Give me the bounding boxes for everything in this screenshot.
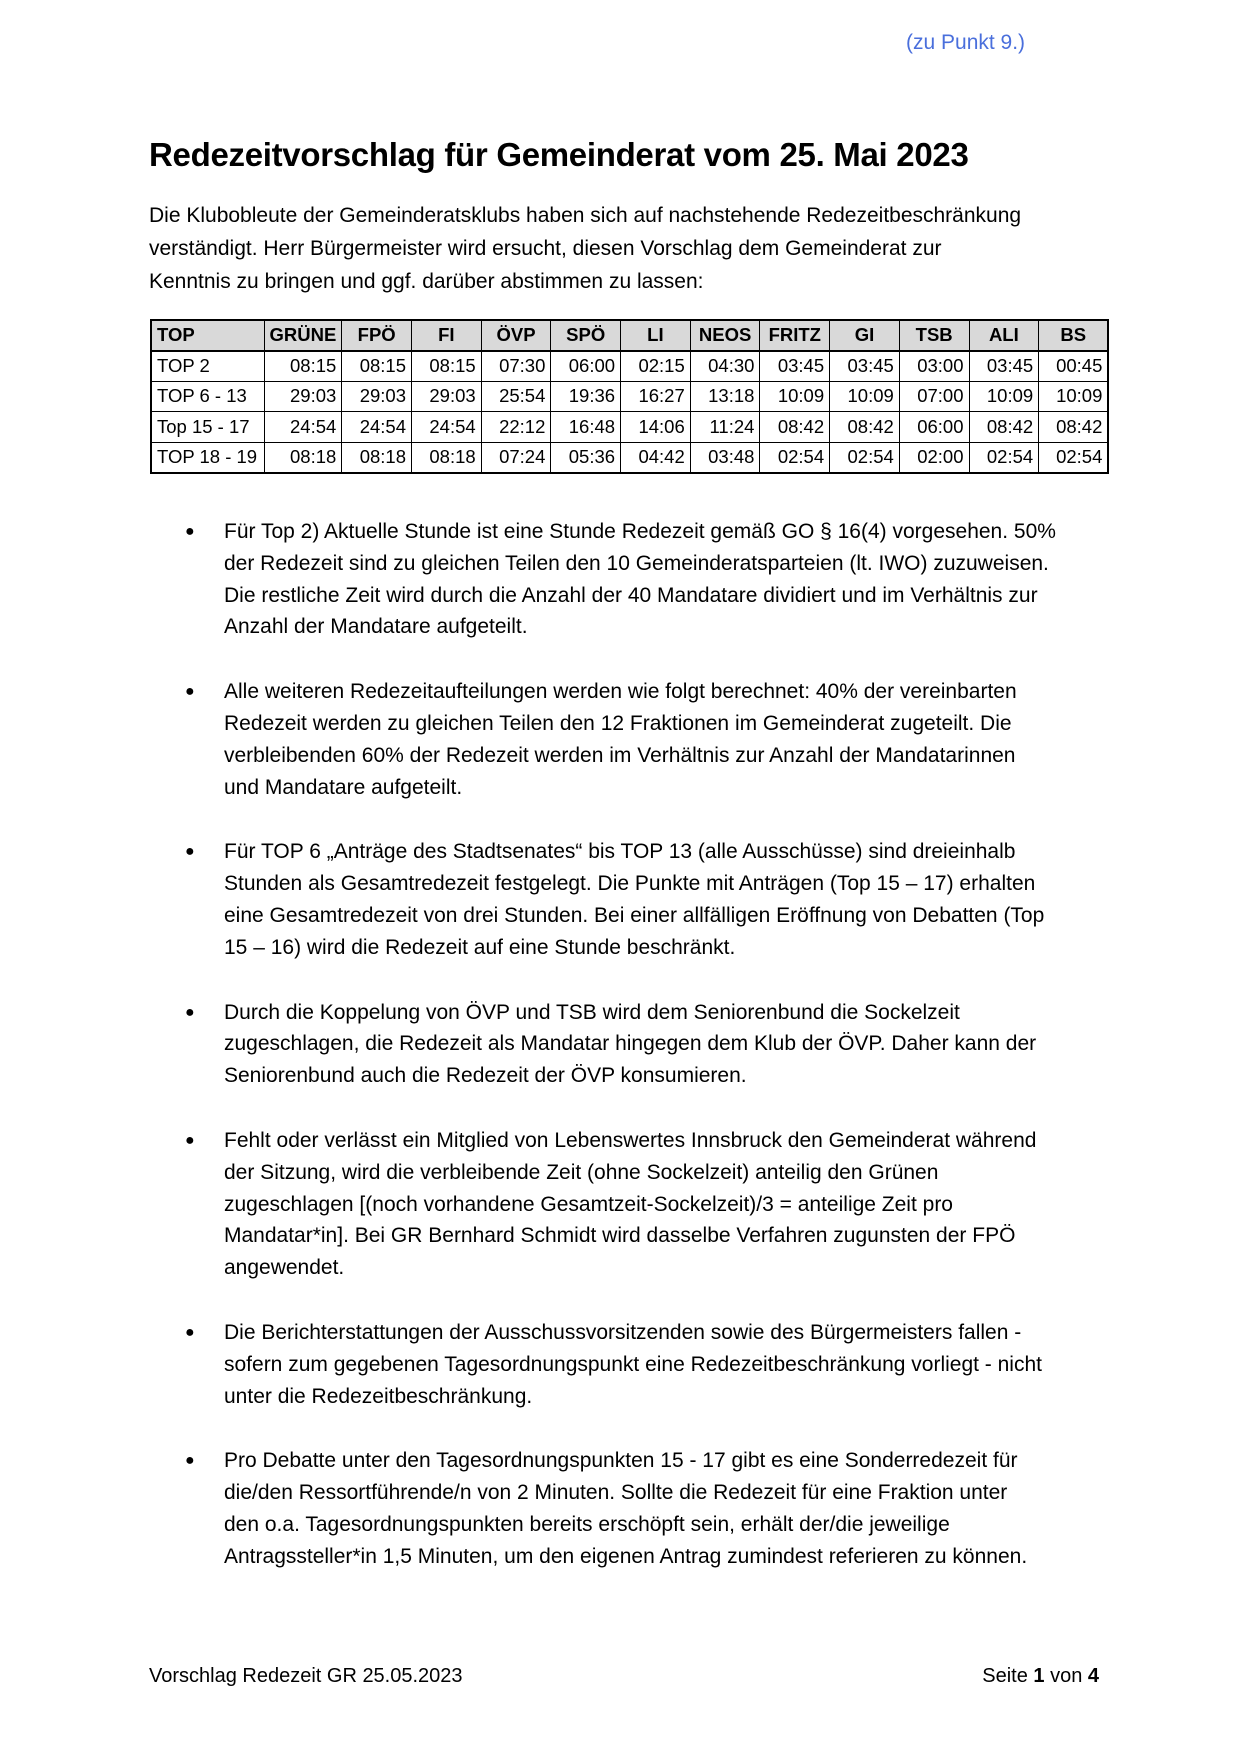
bullet-list	[185, 516, 1105, 1606]
list-item-text	[224, 1317, 1105, 1412]
text-line: Antragssteller*in 1,5 Minuten, um den eigenen Antrag zumindest referieren zu können.	[224, 1544, 1028, 1568]
table-cell: 14:06	[621, 412, 691, 443]
text-line: eine Gesamtredezeit von drei Stunden. Bei einer allfälligen Eröffnung von Debatten (Top	[224, 903, 1045, 927]
list-item	[185, 836, 1105, 963]
text-line: Seniorenbund auch die Redezeit der ÖVP konsumieren.	[224, 1064, 747, 1088]
table-cell: 06:00	[899, 412, 969, 443]
list-item-text	[224, 676, 1105, 803]
table-cell: 11:24	[690, 412, 760, 443]
row-label: TOP 2	[151, 351, 264, 382]
table-cell: 07:00	[899, 381, 969, 412]
table-cell: 16:48	[551, 412, 621, 443]
table-cell: 24:54	[342, 412, 412, 443]
list-item-text	[224, 516, 1105, 643]
list-item-text	[224, 836, 1105, 963]
table-cell: 08:18	[412, 442, 482, 473]
table-cell: 22:12	[481, 412, 551, 443]
column-header: GI	[830, 320, 900, 351]
row-label: TOP 18 - 19	[151, 442, 264, 473]
text-line: die/den Ressortführende/n von 2 Minuten. Sollte die Redezeit für eine Fraktion unter	[224, 1481, 1008, 1505]
column-header: SPÖ	[551, 320, 621, 351]
intro-paragraph	[149, 199, 1109, 298]
table-cell: 10:09	[830, 381, 900, 412]
table-cell: 29:03	[342, 381, 412, 412]
agenda-reference: (zu Punkt 9.)	[906, 31, 1026, 54]
table-cell: 00:45	[1039, 351, 1109, 382]
text-line: verbleibenden 60% der Redezeit werden im Verhältnis zur Anzahl der Mandatarinnen	[224, 743, 1016, 767]
table-cell: 08:18	[342, 442, 412, 473]
text-line: Fehlt oder verlässt ein Mitglied von Lebenswertes Innsbruck den Gemeinderat während	[224, 1128, 1037, 1152]
table-cell: 24:54	[264, 412, 342, 443]
table-cell: 07:24	[481, 442, 551, 473]
text-line: den o.a. Tagesordnungspunkten bereits erschöpft sein, erhält der/die jeweilige	[224, 1512, 950, 1536]
table-cell: 04:30	[690, 351, 760, 382]
text-line: 15 – 16) wird die Redezeit auf eine Stunde beschränkt.	[224, 935, 736, 959]
page-mid: von	[1044, 1665, 1088, 1687]
text-line: unter die Redezeitbeschränkung.	[224, 1384, 533, 1408]
table-cell: 08:42	[830, 412, 900, 443]
bullet-icon: ●	[185, 1131, 195, 1149]
text-line: Anzahl der Mandatare aufgeteilt.	[224, 615, 528, 639]
text-line: Pro Debatte unter den Tagesordnungspunkten 15 - 17 gibt es eine Sonderredezeit für	[224, 1449, 1018, 1473]
table-cell: 03:45	[760, 351, 830, 382]
list-item	[185, 516, 1105, 643]
table-row	[151, 381, 1108, 412]
column-header: TSB	[899, 320, 969, 351]
bullet-icon: ●	[185, 683, 195, 701]
bullet-icon: ●	[185, 523, 195, 540]
column-header: BS	[1039, 320, 1109, 351]
table-cell: 24:54	[412, 412, 482, 443]
list-item-text	[224, 997, 1105, 1092]
column-header: FRITZ	[760, 320, 830, 351]
text-line: Mandatar*in]. Bei GR Bernhard Schmidt wird dasselbe Verfahren zugunsten der FPÖ	[224, 1224, 1016, 1248]
table-row	[151, 442, 1108, 473]
intro-line: Die Klubobleute der Gemeinderatsklubs haben sich auf nachstehende Redezeitbeschränkung	[149, 204, 1022, 227]
text-line: Die restliche Zeit wird durch die Anzahl der 40 Mandatare dividiert und im Verhältnis zur	[224, 583, 1038, 607]
table-cell: 08:42	[1039, 412, 1109, 443]
table-cell: 16:27	[621, 381, 691, 412]
row-label: Top 15 - 17	[151, 412, 264, 443]
table-cell: 02:54	[969, 442, 1039, 473]
table-cell: 29:03	[412, 381, 482, 412]
bullet-icon: ●	[185, 1003, 195, 1021]
footer-left: Vorschlag Redezeit GR 25.05.2023	[149, 1665, 463, 1687]
table-cell: 04:42	[621, 442, 691, 473]
table-cell: 29:03	[264, 381, 342, 412]
table-cell: 03:00	[899, 351, 969, 382]
table-cell: 25:54	[481, 381, 551, 412]
column-header: LI	[621, 320, 691, 351]
text-line: zugeschlagen [(noch vorhandene Gesamtzeit-Sockelzeit)/3 = anteilige Zeit pro	[224, 1192, 953, 1216]
table-cell: 19:36	[551, 381, 621, 412]
table-row	[151, 412, 1108, 443]
row-label: TOP 6 - 13	[151, 381, 264, 412]
page-total: 4	[1087, 1665, 1099, 1687]
bullet-icon: ●	[185, 1323, 195, 1341]
intro-line: Kenntnis zu bringen und ggf. darüber abstimmen zu lassen:	[149, 270, 704, 293]
table-cell: 08:15	[412, 351, 482, 382]
table-cell: 07:30	[481, 351, 551, 382]
table-cell: 02:00	[899, 442, 969, 473]
page-prefix: Seite	[982, 1665, 1034, 1687]
text-line: der Redezeit sind zu gleichen Teilen den 10 Gemeinderatsparteien (lt. IWO) zuzuweisen.	[224, 551, 1049, 575]
table-cell: 13:18	[690, 381, 760, 412]
text-line: Für TOP 6 „Anträge des Stadtsenates“ bis TOP 13 (alle Ausschüsse) sind dreieinhalb	[224, 840, 1016, 864]
column-header: FPÖ	[342, 320, 412, 351]
table-cell: 05:36	[551, 442, 621, 473]
table-cell: 08:42	[760, 412, 830, 443]
table-cell: 06:00	[551, 351, 621, 382]
text-line: Für Top 2) Aktuelle Stunde ist eine Stunde Redezeit gemäß GO § 16(4) vorgesehen. 50%	[224, 520, 1056, 543]
table-cell: 10:09	[1039, 381, 1109, 412]
list-item-text	[224, 1445, 1105, 1572]
table-cell: 10:09	[969, 381, 1039, 412]
table-cell: 02:54	[760, 442, 830, 473]
table-cell: 02:54	[830, 442, 900, 473]
table-cell: 03:45	[969, 351, 1039, 382]
table-cell: 08:15	[342, 351, 412, 382]
table-cell: 08:42	[969, 412, 1039, 443]
text-line: der Sitzung, wird die verbleibende Zeit (ohne Sockelzeit) anteilig den Grünen	[224, 1160, 939, 1184]
text-line: Stunden als Gesamtredezeit festgelegt. Die Punkte mit Anträgen (Top 15 – 17) erhalten	[224, 872, 1036, 896]
list-item	[185, 676, 1105, 803]
text-line: und Mandatare aufgeteilt.	[224, 775, 463, 799]
table-cell: 08:18	[264, 442, 342, 473]
column-header: NEOS	[690, 320, 760, 351]
page-current: 1	[1033, 1665, 1045, 1687]
text-line: Die Berichterstattungen der Ausschussvorsitzenden sowie des Bürgermeisters fallen -	[224, 1320, 1022, 1344]
table-cell: 08:15	[264, 351, 342, 382]
page-title: Redezeitvorschlag für Gemeinderat vom 25. Mai 2023	[149, 136, 969, 173]
column-header: ÖVP	[481, 320, 551, 351]
footer-page-number	[982, 1665, 1099, 1688]
column-header: FI	[412, 320, 482, 351]
text-line: Redezeit werden zu gleichen Teilen den 12 Fraktionen im Gemeinderat zugeteilt. Die	[224, 711, 1012, 735]
column-header: TOP	[151, 320, 264, 351]
list-item	[185, 997, 1105, 1092]
table-row	[151, 351, 1108, 382]
table-cell: 02:54	[1039, 442, 1109, 473]
table-header-row	[151, 320, 1108, 351]
text-line: Durch die Koppelung von ÖVP und TSB wird dem Seniorenbund die Sockelzeit	[224, 1000, 960, 1024]
list-item-text	[224, 1125, 1105, 1284]
list-item	[185, 1445, 1105, 1572]
bullet-icon: ●	[185, 843, 195, 861]
column-header: GRÜNE	[264, 320, 342, 351]
table-cell: 10:09	[760, 381, 830, 412]
table-cell: 02:15	[621, 351, 691, 382]
bullet-icon: ●	[185, 1452, 195, 1470]
list-item	[185, 1125, 1105, 1284]
column-header: ALI	[969, 320, 1039, 351]
table-cell: 03:45	[830, 351, 900, 382]
table-cell: 03:48	[690, 442, 760, 473]
text-line: angewendet.	[224, 1256, 345, 1280]
text-line: zugeschlagen, die Redezeit als Mandatar hingegen dem Klub der ÖVP. Daher kann der	[224, 1032, 1037, 1056]
text-line: sofern zum gegebenen Tagesordnungspunkt eine Redezeitbeschränkung vorliegt - nicht	[224, 1352, 1042, 1376]
list-item	[185, 1317, 1105, 1412]
speaking-time-table	[150, 319, 1109, 474]
intro-line: verständigt. Herr Bürgermeister wird ersucht, diesen Vorschlag dem Gemeinderat zur	[149, 237, 942, 260]
text-line: Alle weiteren Redezeitaufteilungen werden wie folgt berechnet: 40% der vereinbarten	[224, 680, 1017, 704]
